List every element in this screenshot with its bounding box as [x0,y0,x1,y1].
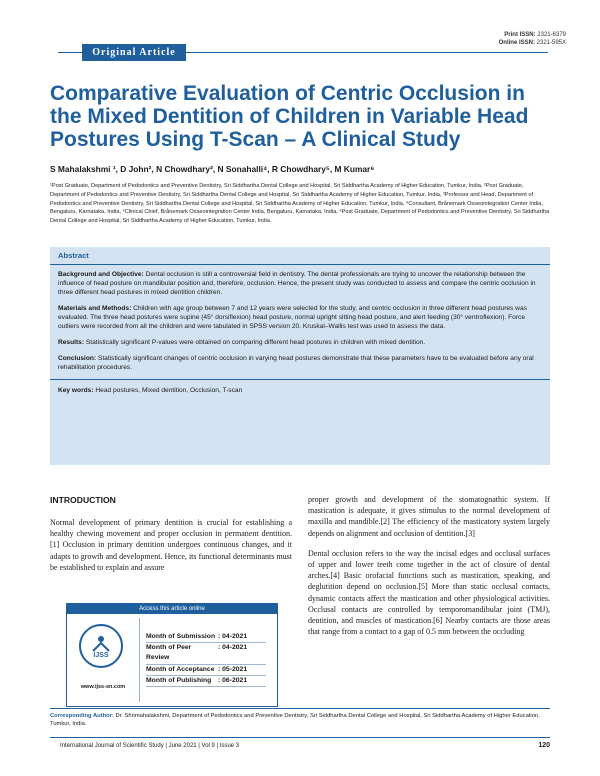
date-value: : 04-2021 [218,644,248,652]
footer-rule [50,737,550,738]
online-issn-value: 2321-595X [536,40,566,46]
abstract-conclusion [58,354,542,372]
affiliations: ¹Post Graduate, Department of Pedodontics and Preventive Dentistry, Sri Siddhartha Dental College and Hospital, Sri Siddhartha Academy of Higher Education, Tumkur, India, ²Post Graduate, Department of Pedodontics and Preventive Dentistry, Sri Siddhartha Dental College and Hospital, Sri Siddhartha Academy of Higher Education, Tumkur, India, ³Professor and Head, Department of Pedodontics and Preventive Dentistry, Sri Siddhartha Dental College and Hospital, Sri Siddhartha Academy of Higher Education, Tumkur, India, ⁴Consultant, Brånemark Osseointegration Center India, Bengaluru, Karnataka, India, ⁵Clinical Chief, Brånemark Osseointegration Center India, Bengaluru, Karnataka, India, ⁶Post Graduate, Department of Pedodontics and Preventive Dentistry, Sri Siddhartha Dental College and Hospital, Sri Siddhartha Academy of Higher Education, Tumkur, India. [50,183,550,225]
abstract-methods [58,304,542,331]
online-issn-label: Online ISSN: [498,40,535,46]
article-title: Comparative Evaluation of Centric Occlusion in the Mixed Dentition of Children in Variable Head Postures Using T-Scan – A Clinical Study [50,82,529,151]
corresponding-rule [50,708,550,709]
access-divider [139,618,140,702]
journal-logo-icon [79,624,123,668]
date-label: Month of Acceptance [146,665,215,673]
introduction-heading: INTRODUCTION [50,495,116,505]
date-row [146,643,266,664]
date-value: : 05-2021 [218,665,248,673]
abstract-rule [50,264,550,265]
access-article-box [66,603,278,707]
results-label: Results: [58,339,85,346]
journal-website-link[interactable]: www.ijss-sn.com [80,684,126,690]
date-label: Month of Peer Review [146,644,192,662]
methods-text: Children with age group between 7 and 12 years were selected for the study, and centric occlusion in three different head postures was evaluated. The three head postures were supine (45° dorsiflexion) head posture, normal upright sitting head posture, and alert feeding (30° ventroflexion). Force outliers were recorded from all the children and were tabulated in SPSS version 20. Kruskal–Wallis test was used to assess the data. [58,305,527,330]
keywords-text: Head postures, Mixed dentition, Occlusion, T-scan [95,387,243,394]
date-row [146,665,266,676]
print-issn-label: Print ISSN: [504,32,536,38]
abstract-box [50,247,550,465]
article-type-badge: Original Article [82,44,186,61]
page-number: 120 [538,742,550,749]
intro-paragraph-3: Dental occlusion refers to the way the incisal edges and occlusal surfaces of upper and lower teeth come together in the act of closure of dental arches.[4] Basic orofacial functions such as mastication, speaking, and deglutition depend on occlusion.[5] More than static occlusal contacts, dynamic contacts affect the mastication and other physiological activities. Occlusal contacts are controlled by temporomandibular joint (TMJ), dentition, and muscles of mastication.[6] Nearby contacts are those areas that range from a contact to a gap of 0.5 mm between the occluding [308,548,550,637]
background-label: Background and Objective: [58,271,144,278]
corresponding-author [50,712,550,728]
intro-paragraph-2: proper growth and development of the stomatognathic system. If mastication is adequate, it gives stimulus to the normal development of maxilla and mandible.[2] The efficiency of the masticatory system largely depends on alignment and occlusion of dentition.[3] [308,495,550,538]
keywords-label: Key words: [58,387,94,394]
abstract-results [58,338,542,347]
abstract-background [58,270,542,297]
issn-block [499,31,566,47]
date-row [146,632,266,643]
dates-table [146,632,266,687]
date-value: : 04-2021 [218,633,248,640]
date-label: Month of Submission [146,633,216,640]
journal-footer: International Journal of Scientific Study | June 2021 | Vol 9 | Issue 3 [60,743,240,749]
author-list: S Mahalakshmi ¹, D John², N Chowdhary², N Sonahalli⁴, R Chowdhary⁵, M Kumar⁶ [50,164,375,174]
methods-label: Materials and Methods: [58,305,132,312]
background-text: Dental occlusion is still a controversial field in dentistry. The dental professionals are trying to uncover the relationship between the influence of head posture on mandibular position and, therefore, occlusion. Hence, the present study was conducted to assess and compare the centric occlusion in three different head postures in mixed dentition children. [58,271,536,296]
access-heading: Access this article online [67,604,277,614]
date-value: : 06-2021 [218,676,248,684]
corresponding-text: Dr. Shrimahalakshmi, Department of Pedodontics and Preventive Dentistry, Sri Siddhartha Dental College and Hospital, Sri Siddhartha Academy of Higher Education, Tumkur, India. [50,713,540,727]
date-row [146,676,266,687]
conclusion-text: Statistically significant changes of centric occlusion in varying head postures demonstrate that these parameters have to be evaluated before any oral rehabilitation procedures. [58,355,534,371]
logo-figure-icon [87,634,115,652]
body-column-left [50,517,292,573]
conclusion-label: Conclusion: [58,355,97,362]
print-issn-value: 2321-6379 [537,32,566,38]
body-column-right [308,494,550,637]
keywords [50,379,550,395]
intro-paragraph-1: Normal development of primary dentition is crucial for establishing a healthy chewing movement and proper occlusion in permanent dentition.[1] Occlusion in primary dentition undergoes continuous changes, and it adapts to growth and development. Hence, its functional determinants must be established to explain and assure [50,518,292,572]
corresponding-label: Corresponding Author: [50,713,114,719]
date-label: Month of Publishing [146,676,212,684]
abstract-heading: Abstract [58,251,89,260]
results-text: Statistically significant P-values were obtained on comparing different head postures in children with mixed dentition. [85,339,426,346]
logo-text: IJSS [93,651,109,659]
